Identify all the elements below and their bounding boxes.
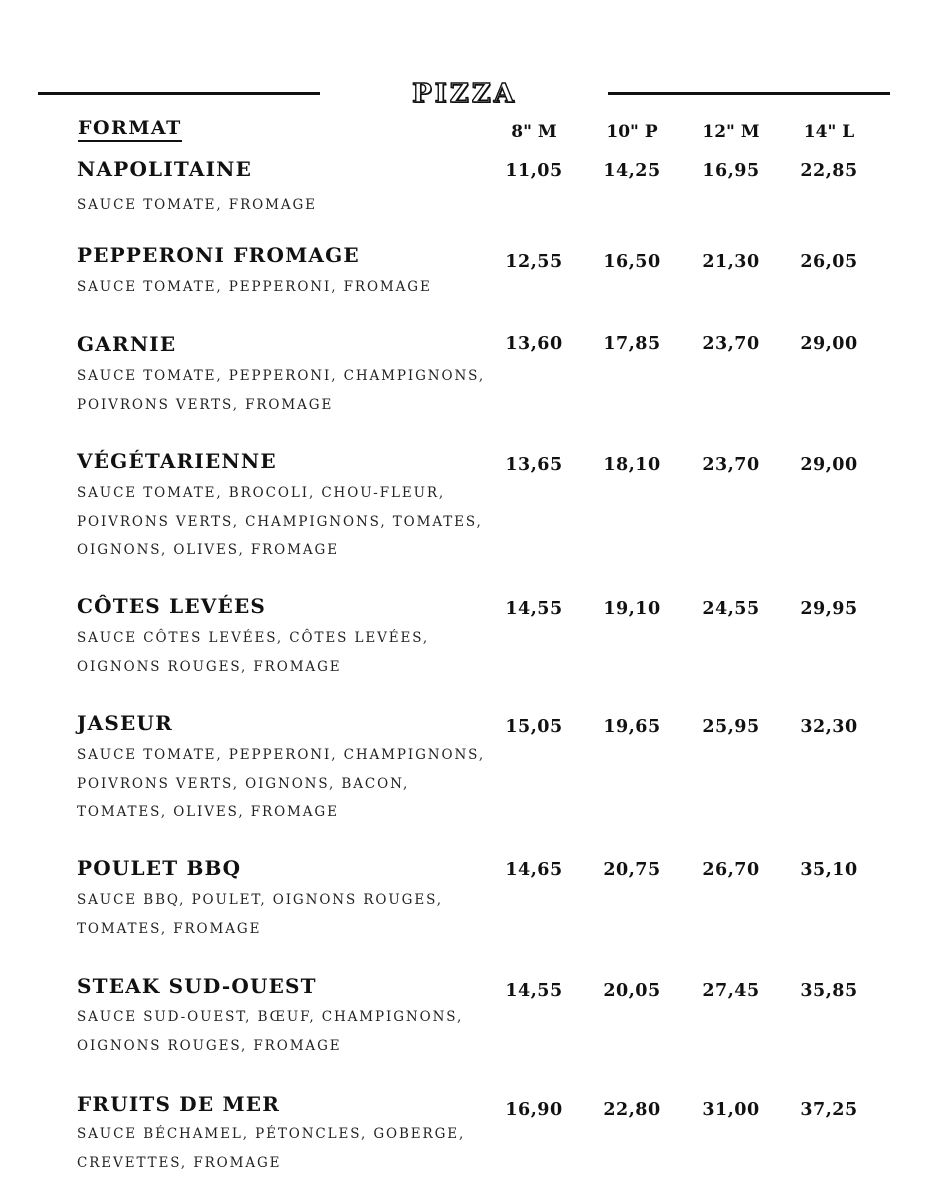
price-12: 16,95: [702, 161, 760, 181]
pizza-description: [77, 886, 517, 943]
price-14: 26,05: [800, 252, 858, 272]
price-10: 18,10: [603, 455, 661, 475]
pizza-description: [77, 273, 517, 302]
pizza-description: [77, 741, 517, 827]
price-12: 27,45: [702, 981, 760, 1001]
description-line: POIVRONS VERTS, FROMAGE: [77, 396, 334, 413]
pizza-name: POULET BBQ: [77, 856, 242, 880]
price-12: 25,95: [702, 717, 760, 737]
pizza-name: CÔTES LEVÉES: [77, 594, 267, 618]
price-12: 24,55: [702, 599, 760, 619]
description-line: OIGNONS ROUGES, FROMAGE: [77, 658, 342, 675]
price-12: 26,70: [702, 860, 760, 880]
description-line: POIVRONS VERTS, OIGNONS, BACON,: [77, 775, 410, 792]
price-14: 32,30: [800, 717, 858, 737]
pizza-description: [77, 1120, 517, 1177]
pizza-name: VÉGÉTARIENNE: [77, 449, 277, 473]
description-line: TOMATES, OLIVES, FROMAGE: [77, 804, 339, 820]
price-12: 23,70: [702, 334, 760, 354]
header-rule-right: [608, 92, 890, 95]
price-14: 22,85: [800, 161, 858, 181]
price-14: 29,00: [800, 455, 858, 475]
description-line: SAUCE SUD-OUEST, BŒUF, CHAMPIGNONS,: [77, 1009, 464, 1025]
price-12: 23,70: [702, 455, 760, 475]
pizza-description: [77, 191, 517, 220]
price-8: 15,05: [505, 717, 563, 737]
header-rule-left: [38, 92, 320, 95]
description-line: SAUCE TOMATE, PEPPERONI, CHAMPIGNONS,: [77, 368, 486, 384]
price-8: 12,55: [505, 252, 563, 272]
price-12: 21,30: [702, 252, 760, 272]
description-line: TOMATES, FROMAGE: [77, 920, 262, 937]
size-label-14: 14" L: [803, 122, 855, 142]
price-14: 35,85: [800, 981, 858, 1001]
price-8: 13,65: [505, 455, 563, 475]
description-line: POIVRONS VERTS, CHAMPIGNONS, TOMATES,: [77, 513, 483, 530]
price-8: 14,55: [505, 599, 563, 619]
pizza-description: [77, 479, 517, 565]
price-10: 16,50: [603, 252, 661, 272]
price-8: 11,05: [505, 161, 563, 181]
description-line: SAUCE TOMATE, FROMAGE: [77, 197, 317, 213]
description-line: SAUCE TOMATE, PEPPERONI, FROMAGE: [77, 279, 432, 295]
pizza-name: JASEUR: [77, 711, 173, 735]
size-label-10: 10" P: [606, 122, 658, 142]
description-line: CREVETTES, FROMAGE: [77, 1154, 282, 1171]
pizza-name: PEPPERONI FROMAGE: [77, 243, 360, 267]
price-8: 14,55: [505, 981, 563, 1001]
description-line: SAUCE CÔTES LEVÉES, CÔTES LEVÉES,: [77, 630, 430, 646]
pizza-name: STEAK SUD-OUEST: [77, 974, 317, 998]
pizza-description: [77, 362, 517, 419]
price-10: 20,05: [603, 981, 661, 1001]
price-14: 29,95: [800, 599, 858, 619]
size-label-8: 8" M: [511, 122, 557, 142]
pizza-name: FRUITS DE MER: [77, 1092, 281, 1116]
format-label: FORMAT: [78, 117, 182, 142]
description-line: SAUCE TOMATE, PEPPERONI, CHAMPIGNONS,: [77, 747, 486, 763]
description-line: OIGNONS ROUGES, FROMAGE: [77, 1037, 342, 1054]
size-label-12: 12" M: [702, 122, 760, 142]
price-8: 16,90: [505, 1100, 563, 1120]
price-10: 14,25: [603, 161, 661, 181]
pizza-description: [77, 624, 517, 681]
price-10: 19,10: [603, 599, 661, 619]
price-8: 14,65: [505, 860, 563, 880]
price-10: 19,65: [603, 717, 661, 737]
pizza-name: GARNIE: [77, 332, 177, 356]
description-line: OIGNONS, OLIVES, FROMAGE: [77, 542, 339, 558]
price-12: 31,00: [702, 1100, 760, 1120]
pizza-description: [77, 1003, 517, 1060]
description-line: SAUCE BÉCHAMEL, PÉTONCLES, GOBERGE,: [77, 1126, 466, 1142]
price-14: 35,10: [800, 860, 858, 880]
description-line: SAUCE BBQ, POULET, OIGNONS ROUGES,: [77, 892, 443, 908]
price-14: 37,25: [800, 1100, 858, 1120]
description-line: SAUCE TOMATE, BROCOLI, CHOU-FLEUR,: [77, 485, 446, 501]
price-10: 20,75: [603, 860, 661, 880]
pizza-name: NAPOLITAINE: [77, 157, 253, 181]
price-8: 13,60: [505, 334, 563, 354]
price-10: 17,85: [603, 334, 661, 354]
price-10: 22,80: [603, 1100, 661, 1120]
price-14: 29,00: [800, 334, 858, 354]
menu-title: PIZZA: [412, 79, 517, 109]
